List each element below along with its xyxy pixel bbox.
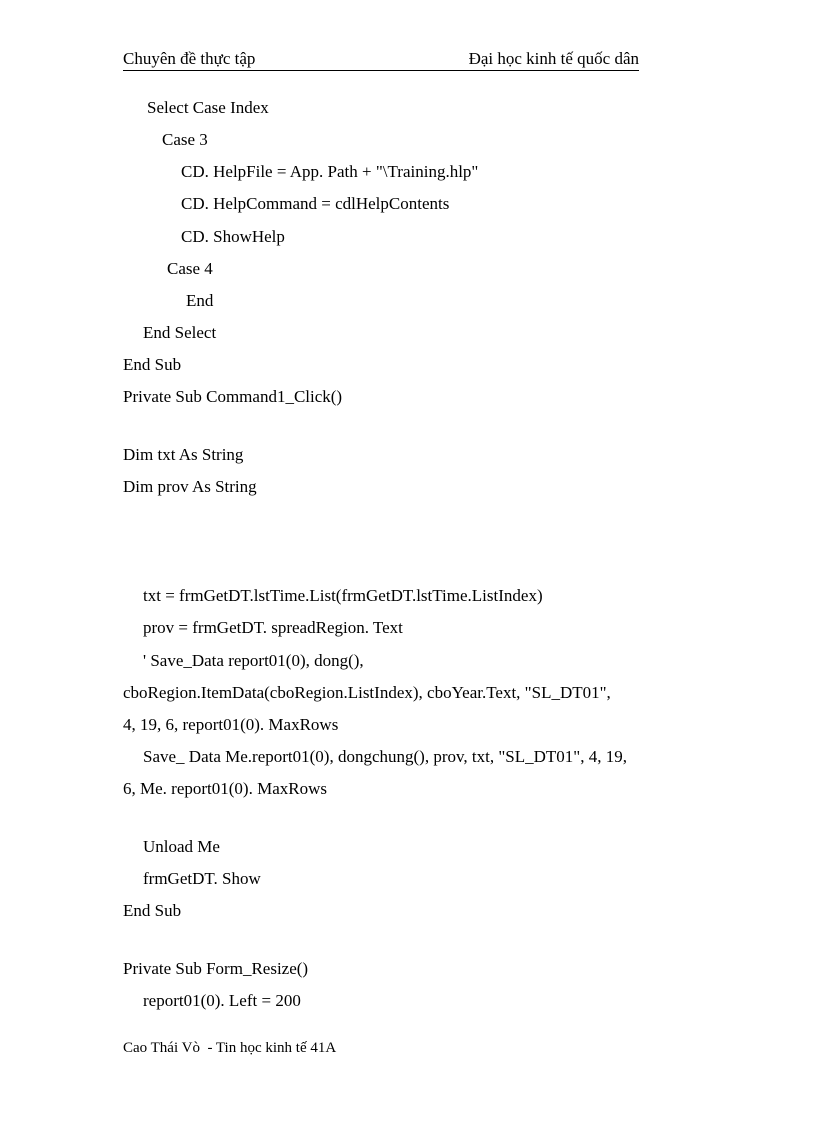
code-line: CD. HelpCommand = cdlHelpContents <box>181 194 450 213</box>
code-line: Dim prov As String <box>123 477 257 496</box>
code-line: 4, 19, 6, report01(0). MaxRows <box>123 715 339 734</box>
code-line: End Sub <box>123 355 182 374</box>
code-line: frmGetDT. Show <box>143 869 261 888</box>
code-line: Case 3 <box>162 130 208 149</box>
header-right: Đại học kinh tế quốc dân <box>468 49 639 68</box>
code-line: Save_ Data Me.report01(0), dongchung(), prov, txt, "SL_DT01", 4, 19, <box>143 747 627 766</box>
code-line: Unload Me <box>143 837 220 856</box>
code-line: Case 4 <box>167 259 213 278</box>
code-line: Private Sub Form_Resize() <box>123 959 309 978</box>
page-header <box>123 48 639 71</box>
code-line: Private Sub Command1_Click() <box>123 387 343 406</box>
code-line: CD. ShowHelp <box>181 227 285 246</box>
code-line: End Sub <box>123 901 182 920</box>
header-left: Chuyên đề thực tập <box>123 49 256 68</box>
code-line: Dim txt As String <box>123 445 244 464</box>
code-line: report01(0). Left = 200 <box>143 991 301 1010</box>
code-line: 6, Me. report01(0). MaxRows <box>123 779 327 798</box>
code-line: prov = frmGetDT. spreadRegion. Text <box>143 618 403 637</box>
page-footer: Cao Thái Vò - Tin học kinh tế 41A <box>123 1040 337 1056</box>
code-line: txt = frmGetDT.lstTime.List(frmGetDT.lstTime.ListIndex) <box>143 586 543 605</box>
code-line: End <box>186 291 214 310</box>
code-line: cboRegion.ItemData(cboRegion.ListIndex), cboYear.Text, "SL_DT01", <box>123 683 611 702</box>
code-line: Select Case Index <box>147 98 269 117</box>
code-line: End Select <box>143 323 217 342</box>
code-line: CD. HelpFile = App. Path + "\Training.hlp" <box>181 162 479 181</box>
code-line: ' Save_Data report01(0), dong(), <box>143 651 364 670</box>
